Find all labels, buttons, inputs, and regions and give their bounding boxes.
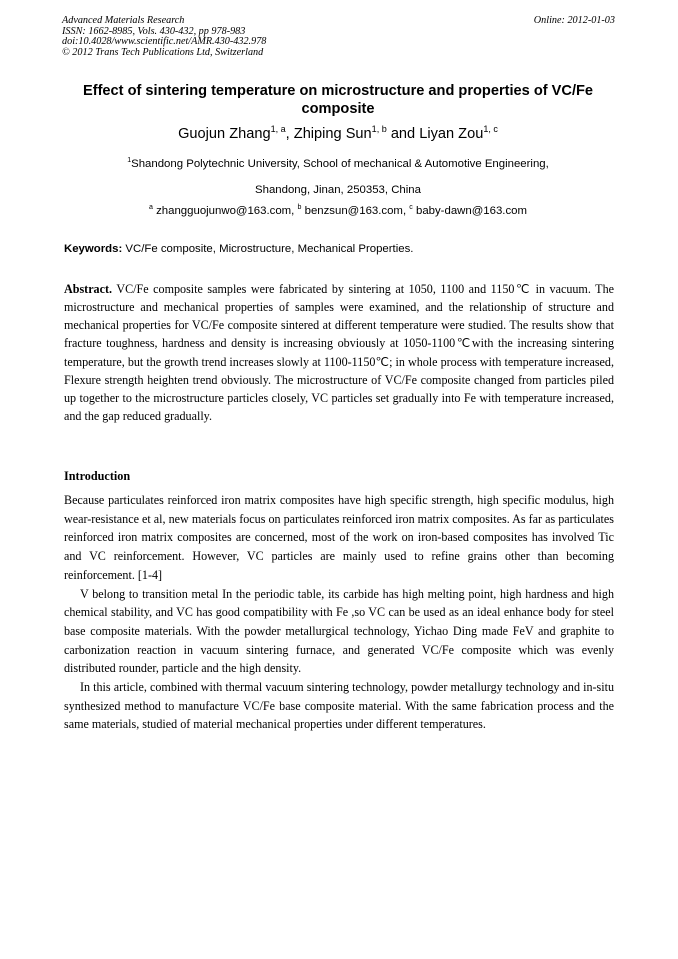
affiliation-text: Shandong Polytechnic University, School of mechanical & Automotive Engineering, [131,158,549,170]
introduction-paragraph: V belong to transition metal In the periodic table, its carbide has high melting point, high hardness and high chemical stability, and VC has good compatibility with Fe ,so VC can be used as an ideal enhance body for steel base composite materials. With the powder metallurgical technology, Yichao Ding made FeV and graphite to carbonization reaction in vacuum sintering furnace, and generated VC/Fe composite which was evenly distributed rounder, particle and the high density. [64,586,614,676]
email-separator: , [402,205,410,217]
journal-name: Advanced Materials Research [62,15,185,26]
introduction-heading: Introduction [64,469,131,483]
copyright-line: © 2012 Trans Tech Publications Ltd, Switzerland [62,46,264,58]
email-address[interactable]: baby-dawn@163.com [415,205,527,217]
issn-line: ISSN: 1662-8985, Vols. 430-432, pp 978-983 [62,25,246,37]
author-list [62,125,614,143]
introduction-paragraph: In this article, combined with thermal vacuum sintering technology, powder metallurgy technology and in-situ synthesized method to manufacture VC/Fe base composite material. With the same fabrication process and the same materials, studied of material mechanical properties under different temperatures. [64,680,614,732]
author-affiliation-mark: 1, b [371,124,387,135]
publication-metadata [62,16,266,58]
author-name: Zhiping Sun [293,126,372,142]
abstract-section [64,280,614,425]
keywords-text: VC/Fe composite, Microstructure, Mechanical Properties. [125,243,414,255]
email-mark: b [297,204,302,212]
email-mark: a [149,204,153,212]
author-affiliation-mark: 1, a [270,124,286,135]
author-affiliation-mark: 1, c [483,124,498,135]
online-date: Online: 2012-01-03 [533,15,615,26]
abstract-label: Abstract. [64,282,113,296]
author-name: Guojun Zhang [178,126,271,142]
introduction-body [64,491,614,734]
author-separator: , [285,126,294,142]
doi-line: doi:10.4028/www.scientific.net/AMR.430-432.978 [62,36,267,48]
keywords-section [64,241,614,257]
author-name: Liyan Zou [419,126,484,142]
introduction-paragraph: Because particulates reinforced iron matrix composites have high specific strength, high specific modulus, high wear-resistance et al, new materials focus on particulates reinforced iron matrix composites. As far as particulates reinforced iron matrix composites are concerned, most of the work on iron-based composites has involved Tic and VC reinforcement. However, VC particles are mainly used to refine grains other than becoming reinforcement. [1-4] [64,493,614,582]
abstract-text: VC/Fe composite samples were fabricated by sintering at 1050, 1100 and 1150℃ in vacuum. The microstructure and mechanical properties of samples were examined, and the relationship of structure and mechanical properties for VC/Fe composite sintered at different temperature were studied. The results show that fracture toughness, hardness and density is increasing obviously at 1050-1100℃with the increasing sintering temperature, but the growth trend increases slowly at 1100-1150℃; in whole process with temperature increased, Flexure strength heighten trend obviously. The microstructure of VC/Fe composite changed from particles piled up together to the microstructure particles closely, VC particles set gradually into Fe with temperature increased, and the gap reduced gradually. [64,282,614,424]
email-mark: c [409,204,413,212]
affiliation-mark: 1 [127,157,132,165]
email-address[interactable]: benzsun@163.com [304,205,403,217]
keywords-label: Keywords: [64,243,123,255]
author-separator: and [386,126,420,142]
affiliation-line-1 [62,151,614,177]
email-address[interactable]: zhangguojunwo@163.com [156,205,292,217]
affiliation-line-2: Shandong, Jinan, 250353, China [255,184,421,196]
affiliation [62,151,614,203]
email-separator: , [291,205,298,217]
email-list [62,203,614,219]
paper-title: Effect of sintering temperature on microstructure and properties of VC/Fe composite [82,83,594,117]
